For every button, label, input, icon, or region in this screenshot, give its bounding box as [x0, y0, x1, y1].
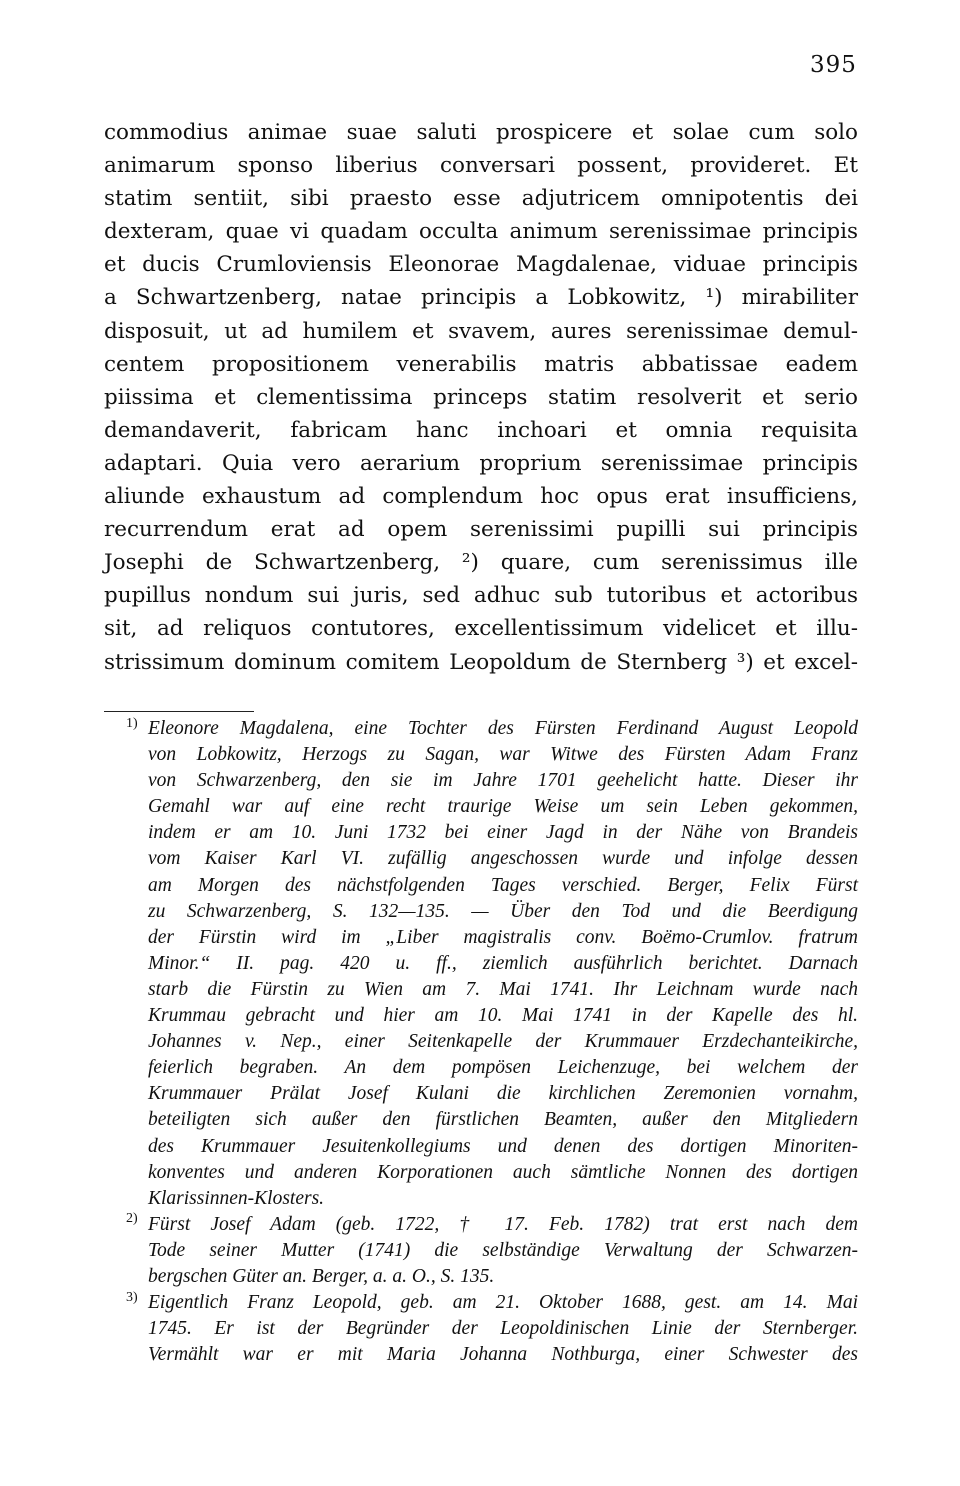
footnote-1-line: Gemahl war auf eine recht traurige Weise um sein Leben gekommen, — [148, 796, 858, 818]
footnote-1-line: von Lobkowitz, Herzogs zu Sagan, war Witwe des Fürsten Adam Franz — [148, 744, 858, 766]
footnote-1-line: Krummauer Prälat Josef Kulani die kirchlichen Zeremonien vornahm, — [148, 1083, 858, 1105]
body-line: a Schwartzenberg, natae principis a Lobkowitz, ¹) mirabiliter — [104, 285, 858, 311]
footnote-1-line: konventes und anderen Korporationen auch sämtliche Nonnen des dortigen — [148, 1161, 858, 1183]
body-line: sit, ad reliquos contutores, excellentissimum videlicet et illu- — [104, 616, 858, 642]
body-line: commodius animae suae saluti prospicere et solae cum solo — [104, 120, 858, 145]
footnote-text: Eigentlich Franz Leopold, geb. am 21. Oktober 1688, gest. am 14. Mai — [148, 1292, 858, 1314]
footnote-separator — [104, 711, 254, 712]
body-line: strissimum dominum comitem Leopoldum de Sternberg ³) et excel- — [104, 649, 858, 675]
body-line: et ducis Crumloviensis Eleonorae Magdalenae, viduae principis — [104, 252, 858, 278]
body-line: pupillus nondum sui juris, sed adhuc sub tutoribus et actoribus — [104, 583, 858, 609]
body-line: statim sentiit, sibi praesto esse adjutricem omnipotentis dei — [104, 186, 858, 212]
footnote-1-line: vom Kaiser Karl VI. zufällig angeschossen wurde und infolge dessen — [148, 848, 858, 870]
footnote-1-line: der Fürstin wird im „Liber magistralis conv. Boëmo-Crumlov. fratrum — [148, 926, 858, 948]
body-line: dexteram, quae vi quadam occulta animum serenissimae principis — [104, 219, 858, 245]
footnote-text: Eleonore Magdalena, eine Tochter des Fürsten Ferdinand August Leopold — [148, 718, 858, 739]
footnote-2-line: Tode seiner Mutter (1741) die selbständige Verwaltung der Schwarzen- — [148, 1239, 858, 1261]
footnote-1-line: beteiligten sich außer den fürstlichen Beamten, außer den Mitgliedern — [148, 1109, 858, 1131]
body-line: aliunde exhaustum ad complendum hoc opus erat insufficiens, — [104, 484, 858, 510]
body-line: Josephi de Schwartzenberg, ²) quare, cum serenissimus ille — [104, 550, 858, 576]
body-line: centem propositionem venerabilis matris abbatissae eadem — [104, 351, 858, 377]
footnote-1-line: Johannes v. Nep., einer Seitenkapelle der Krummauer Erzdechanteikirche, — [148, 1031, 858, 1053]
footnote-2-line: bergschen Güter an. Berger, a. a. O., S. 135. — [148, 1265, 495, 1287]
footnote-1-line: 1) Eleonore Magdalena, eine Tochter des Fürsten Ferdinand August Leopold — [126, 715, 858, 739]
body-line: recurrendum erat ad opem serenissimi pupilli sui principis — [104, 517, 858, 543]
footnote-1-line: Minor.“ II. pag. 420 u. ff., ziemlich ausführlich berichtet. Darnach — [148, 952, 858, 974]
footnote-1-line: starb die Fürstin zu Wien am 7. Mai 1741. Ihr Leichnam wurde nach — [148, 978, 858, 1000]
footnote-1-line: Klarissinnen-Klosters. — [148, 1187, 325, 1209]
footnote-3-line: 3) Eigentlich Franz Leopold, geb. am 21. Oktober 1688, gest. am 14. Mai — [126, 1289, 858, 1314]
footnote-1-line: des Krummauer Jesuitenkollegiums und denen des dortigen Minoriten- — [148, 1135, 858, 1157]
footnote-3-line: Vermählt war er mit Maria Johanna Nothburga, einer Schwester des — [148, 1344, 858, 1366]
body-line: disposuit, ut ad humilem et svavem, aures serenissimae demul- — [104, 318, 858, 344]
footnote-1-line: zu Schwarzenberg, S. 132—135. — Über den Tod und die Beerdigung — [148, 900, 858, 922]
footnotes — [128, 716, 858, 1368]
footnote-1-line: feierlich begraben. An dem pompösen Leichenzuge, bei welchem der — [148, 1057, 858, 1079]
body-line: piissima et clementissima princeps statim resolverit et serio — [104, 384, 858, 410]
body-line: adaptari. Quia vero aerarium proprium serenissimae principis — [104, 450, 858, 476]
body-text — [104, 116, 858, 679]
body-line: demandaverit, fabricam hanc inchoari et omnia requisita — [104, 417, 858, 443]
footnote-1-line: von Schwarzenberg, den sie im Jahre 1701 geehelicht hatte. Dieser ihr — [148, 770, 858, 792]
page-number: 395 — [810, 52, 857, 78]
footnote-1-line: Krummau gebracht und hier am 10. Mai 1741 in der Kapelle des hl. — [148, 1005, 858, 1027]
footnote-1-line: indem er am 10. Juni 1732 bei einer Jagd in der Nähe von Brandeis — [148, 822, 858, 844]
footnote-3-line: 1745. Er ist der Begründer der Leopoldinischen Linie der Sternberger. — [148, 1318, 858, 1340]
footnote-1-line: am Morgen des nächstfolgenden Tages verschied. Berger, Felix Fürst — [148, 874, 858, 896]
body-line: animarum sponso liberius conversari possent, provideret. Et — [104, 153, 858, 179]
footnote-text: Fürst Josef Adam (geb. 1722, † 17. Feb. 1782) trat erst nach dem — [148, 1213, 858, 1235]
footnote-2-line: 2) Fürst Josef Adam (geb. 1722, † 17. Feb. 1782) trat erst nach dem — [126, 1211, 858, 1235]
